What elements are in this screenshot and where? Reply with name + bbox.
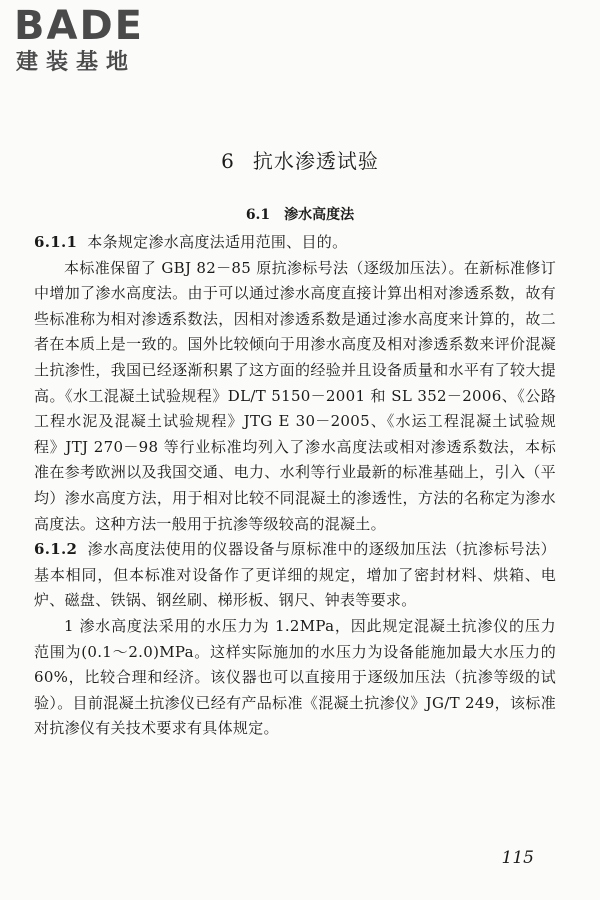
body-text <box>34 230 556 742</box>
section-heading <box>0 204 600 224</box>
logo <box>14 4 194 78</box>
clause-612-number: 6.1.2 <box>34 540 78 559</box>
section-number: 6.1 <box>245 207 271 223</box>
logo-subtitle: 建装基地 <box>16 50 137 75</box>
clause-611-number: 6.1.1 <box>34 233 78 251</box>
clause-612-paragraph: 1 渗水高度法采用的水压力为 1.2MPa，因此规定混凝土抗渗仪的压力范围为(0.1～2.0)MPa。这样实际施加的水压力为设备能施加最大水压力的 60%，比较合理和经济。该仪器也可以直接用于逐级加压法（抗渗等级的试验）。目前混凝土抗渗仪已经有产品标准《混凝土抗渗仪》JG/T 249，该标准对抗渗仪有关技术要求有具体规定。 <box>34 616 556 738</box>
clause-611-lead <box>34 230 556 256</box>
chapter-title: 抗水渗透试验 <box>252 149 379 173</box>
page-number: 115 <box>501 848 534 868</box>
clause-611-lead-text: 本条规定渗水高度法适用范围、目的。 <box>87 233 348 251</box>
chapter-number: 6 <box>221 149 235 173</box>
logo-word: BADE <box>14 3 144 49</box>
section-title: 渗水高度法 <box>284 207 355 223</box>
chapter-heading <box>0 145 600 174</box>
clause-611-paragraph: 本标准保留了 GBJ 82－85 原抗渗标号法（逐级加压法）。在新标准修订中增加了渗水高度法。由于可以通过渗水高度直接计算出相对渗透系数，故有些标准称为相对渗透系数法，因相对渗透系数是通过渗水高度来计算的，故二者在本质上是一致的。国外比较倾向于用渗水高度及相对渗透系数来评价混凝土抗渗性，我国已经逐渐积累了这方面的经验并且设备质量和水平有了较大提高。《水工混凝土试验规程》DL/T 5150－2001 和 SL 352－2006、《公路工程水泥及混凝土试验规程》JTG E 30－2005、《水运工程混凝土试验规程》JTJ 270－98 等行业标准均列入了渗水高度法或相对渗透系数法，本标准在参考欧洲以及我国交通、电力、水利等行业最新的标准基础上，引入（平均）渗水高度方法，用于相对比较不同混凝土的渗透性，方法的名称定为渗水高度法。这种方法一般用于抗渗等级较高的混凝土。 <box>34 258 556 533</box>
clause-612-lead-text: 渗水高度法使用的仪器设备与原标准中的逐级加压法（抗渗标号法）基本相同，但本标准对设备作了更详细的规定，增加了密封材料、烘箱、电炉、磁盘、铁锅、钢丝刷、梯形板、钢尺、钟表等要求。 <box>34 540 556 610</box>
clause-612-lead <box>34 537 556 614</box>
